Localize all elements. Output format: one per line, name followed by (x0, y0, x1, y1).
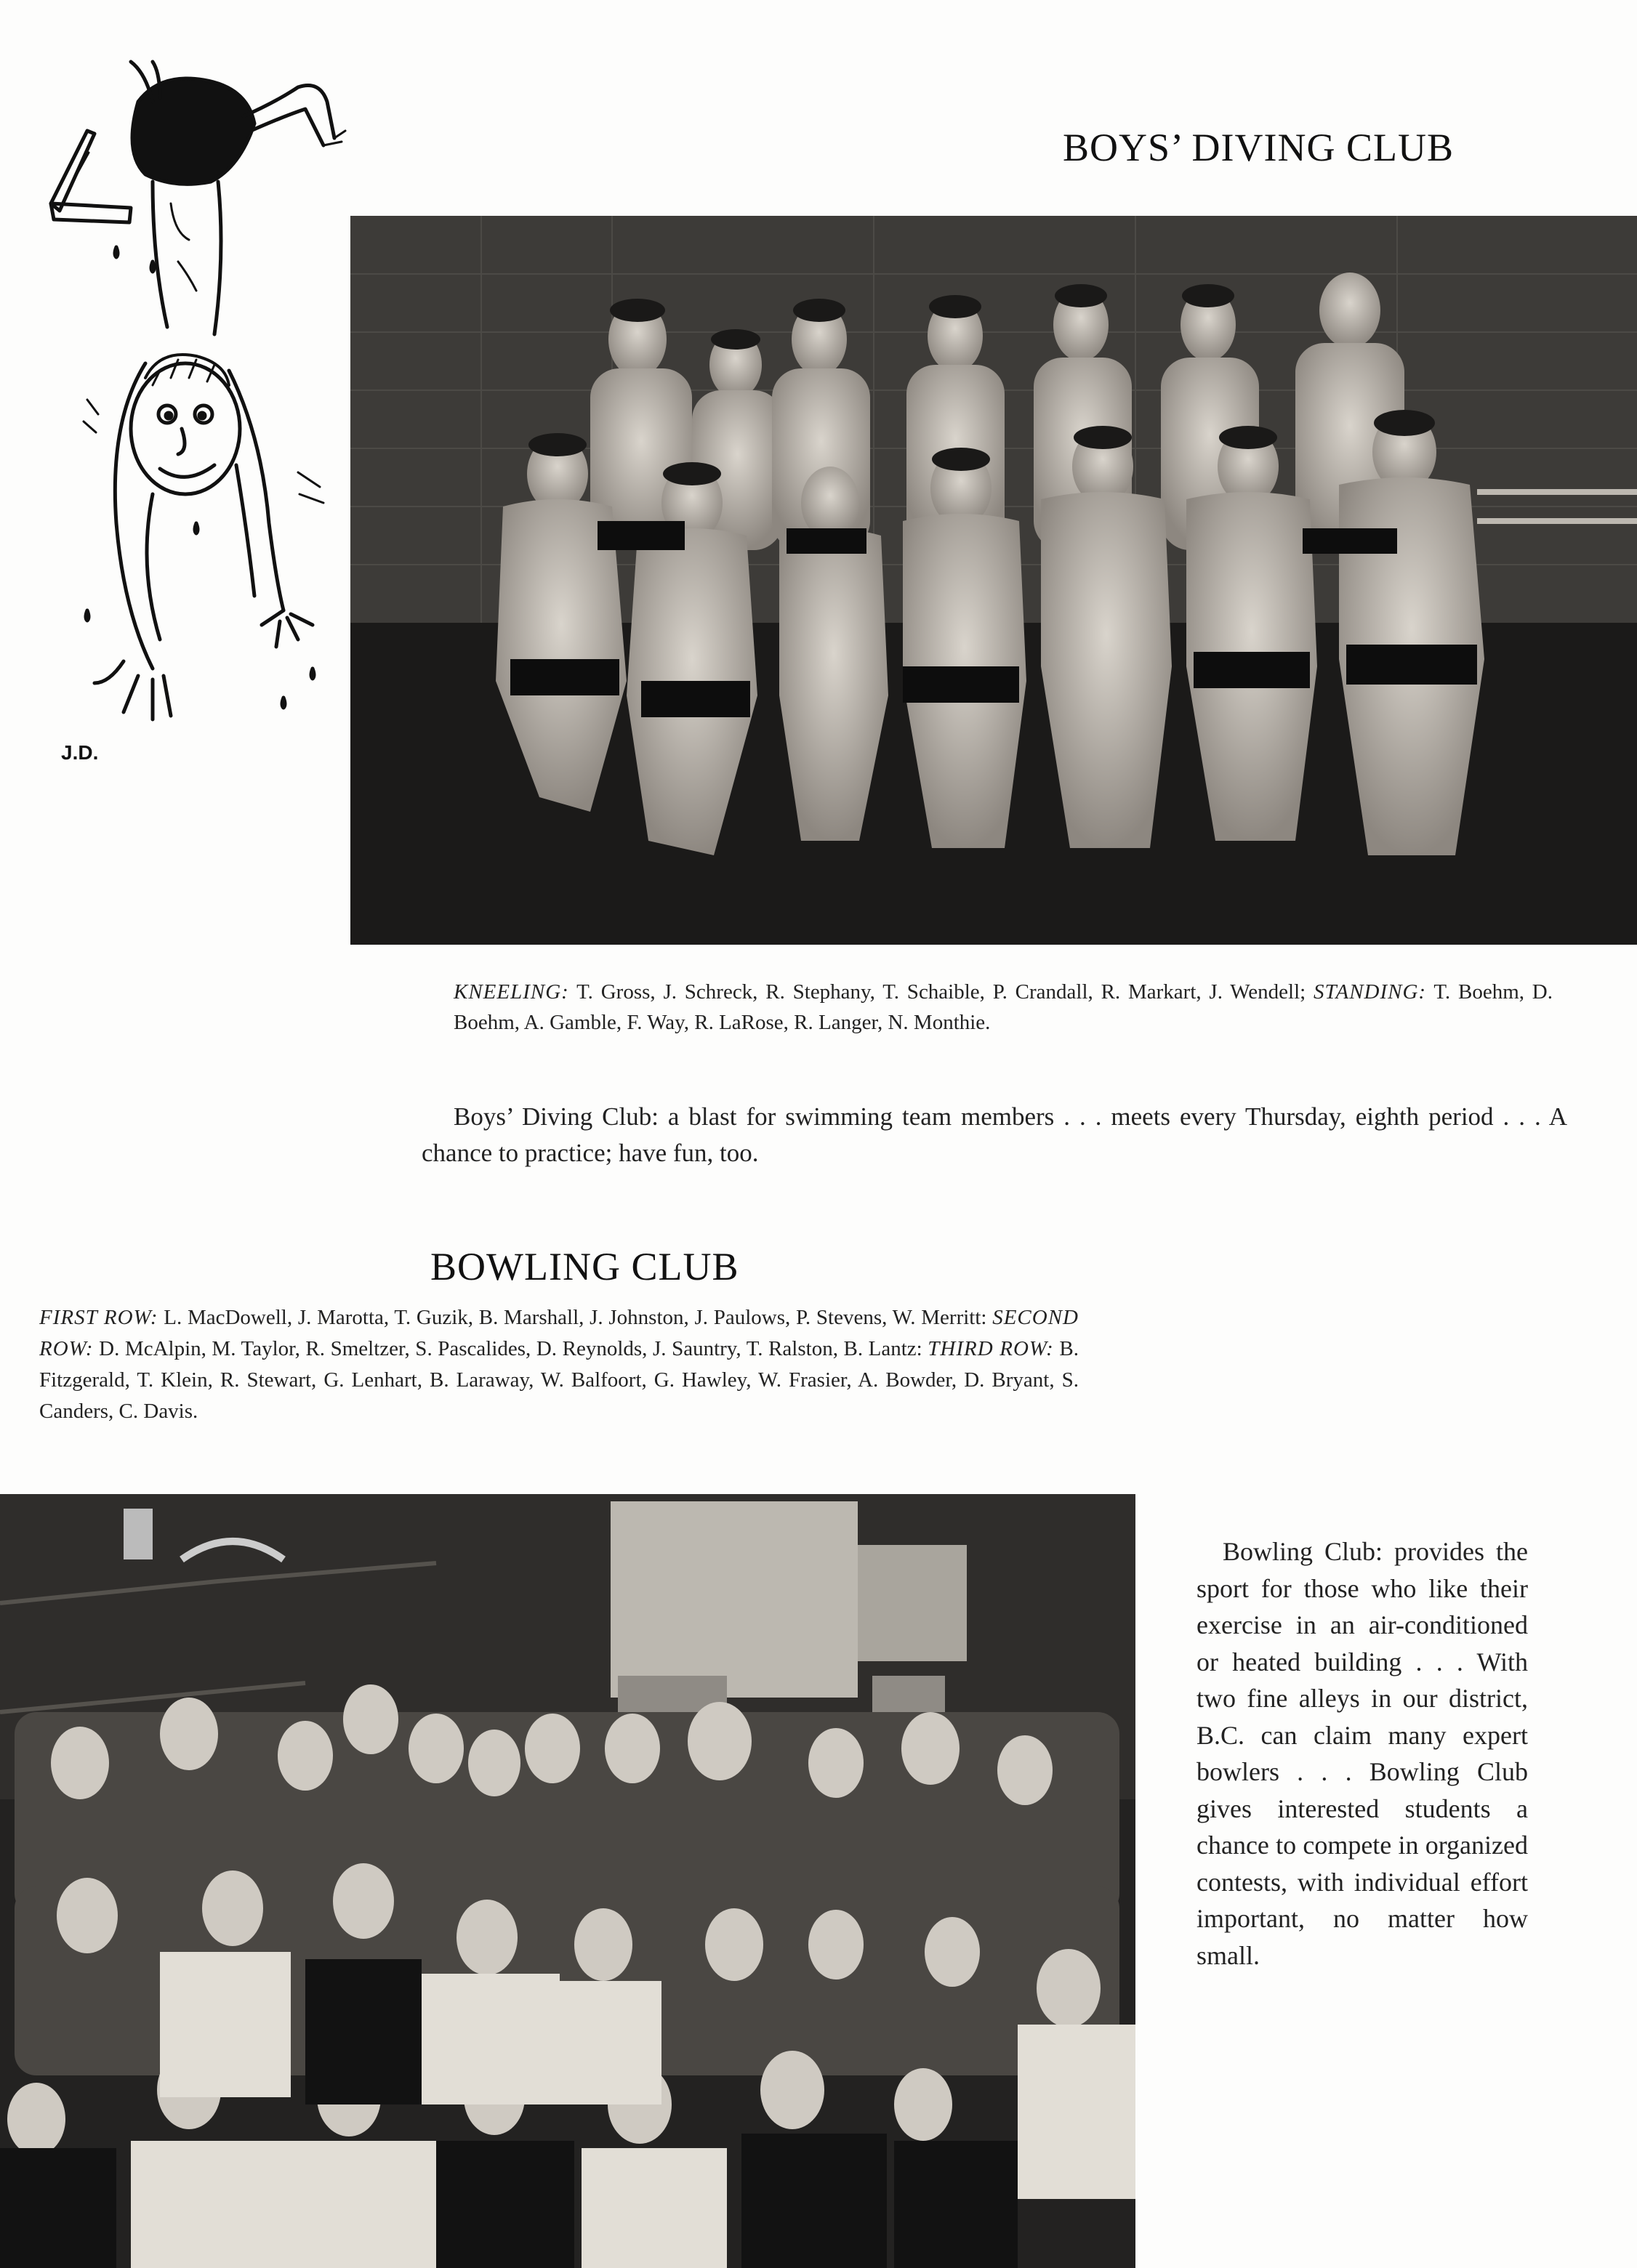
upside-down-diver-cartoon-icon (44, 58, 349, 734)
kneeling-names: T. Gross, J. Schreck, R. Stephany, T. Schaible, P. Crandall, R. Markart, J. Wendell; (568, 980, 1314, 1004)
first-row-label: FIRST ROW: (39, 1306, 158, 1329)
third-row-label: THIRD ROW: (928, 1337, 1054, 1360)
kneeling-label: KNEELING: (454, 980, 569, 1004)
diving-club-photo (350, 216, 1637, 945)
bowling-club-photo (0, 1494, 1135, 2268)
bowling-club-caption (39, 1302, 1079, 1427)
second-row-label: SECOND ROW: (39, 1306, 1079, 1360)
diving-club-description: Boys’ Diving Club: a blast for swimming team members . . . meets every Thursday, eighth period . . . A chance to practice; have fun, too. (422, 1102, 1567, 1167)
diver-cartoon (44, 58, 349, 734)
diving-club-title: BOYS’ DIVING CLUB (1063, 126, 1454, 169)
bowling-club-description: Bowling Club: provides the sport for those who like their exercise in an air-conditioned or heated building . . . With two fine alleys in our district, B.C. can claim many expert bowlers . . . Bowling Club gives interested students a chance to compete in organized contests, with individual effort important, no matter how small. (1196, 1537, 1528, 1970)
artist-initials: J.D. (61, 741, 99, 764)
standing-names: T. Boehm, D. Boehm, A. Gamble, F. Way, R. LaRose, R. Langer, N. Monthie. (454, 980, 1553, 1034)
standing-label: STANDING: (1314, 980, 1427, 1004)
diving-club-caption (454, 977, 1553, 1038)
third-row-names: B. Fitzgerald, T. Klein, R. Stewart, G. Lenhart, B. Laraway, W. Balfoort, G. Hawley, W. Frasier, A. Bowder, D. Bryant, S. Canders, C. Davis. (39, 1337, 1079, 1423)
first-row-names: L. MacDowell, J. Marotta, T. Guzik, B. Marshall, J. Johnston, J. Paulows, P. Stevens, W. Merritt: (158, 1306, 993, 1329)
bowling-club-title: BOWLING CLUB (430, 1245, 739, 1288)
second-row-names: D. McAlpin, M. Taylor, R. Smeltzer, S. Pascalides, D. Reynolds, J. Sauntry, T. Ralston, B. Lantz: (93, 1337, 928, 1360)
